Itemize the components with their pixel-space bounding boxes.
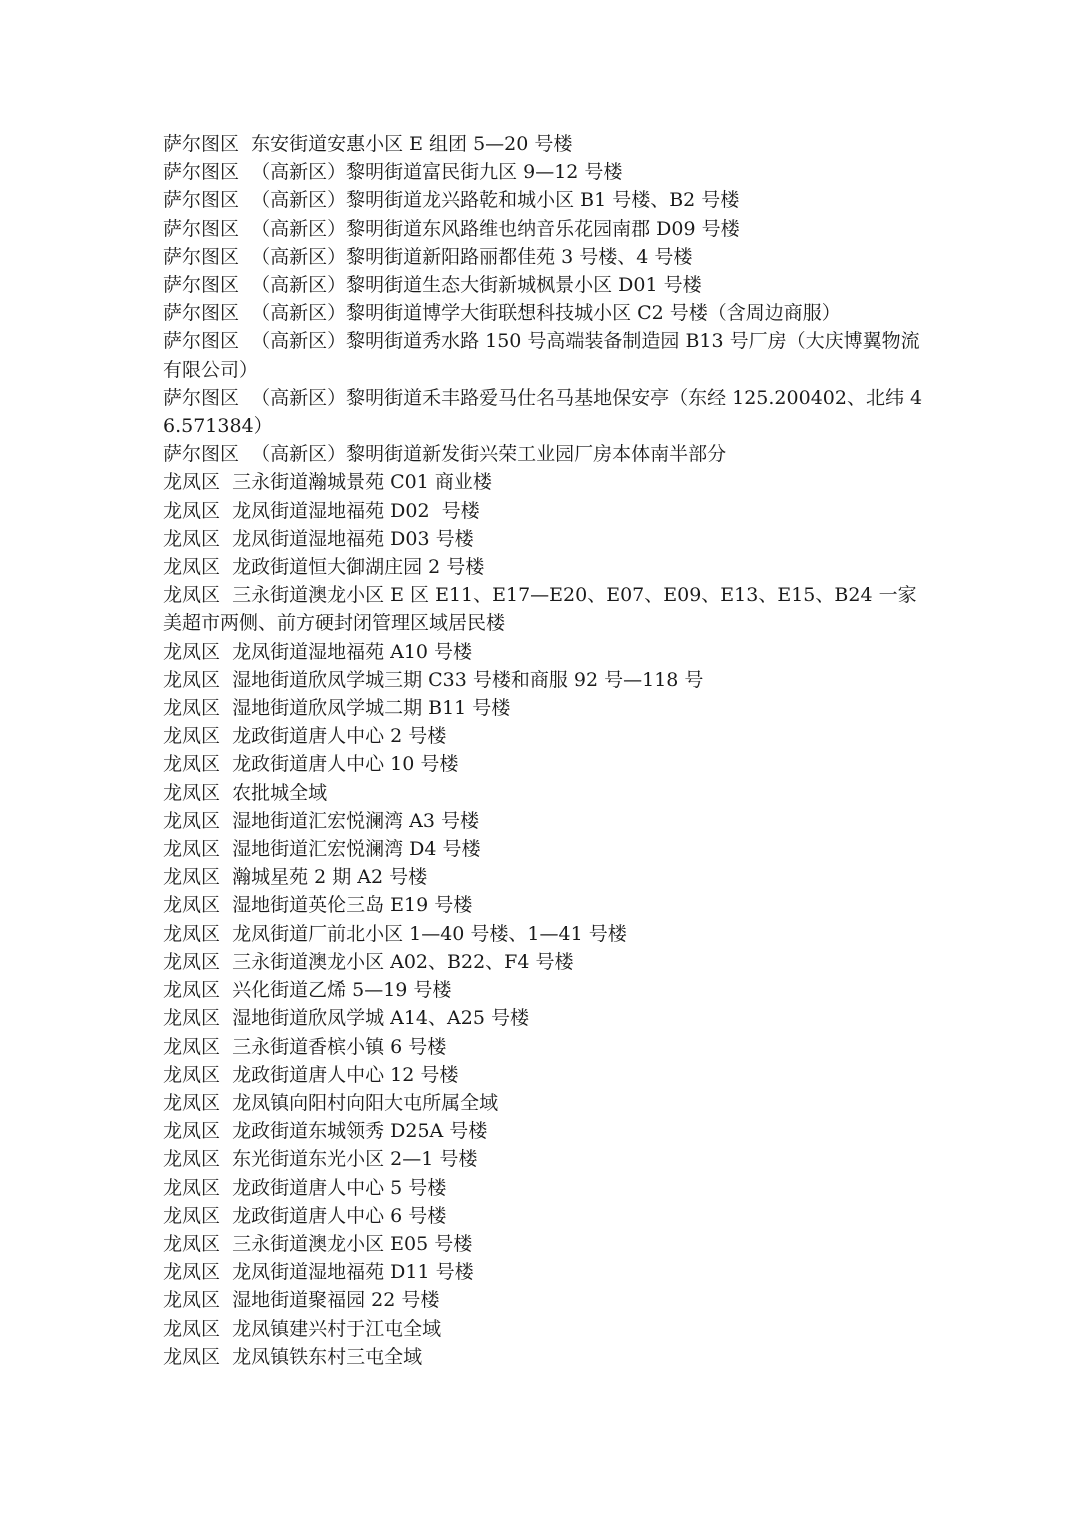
list-item: 萨尔图区 （高新区）黎明街道新阳路丽都佳苑 3 号楼、4 号楼 xyxy=(163,245,693,268)
list-item: 龙凤区 东光街道东光小区 2—1 号楼 xyxy=(163,1148,478,1171)
list-item: 龙凤区 湿地街道聚福园 22 号楼 xyxy=(163,1289,440,1312)
list-item: 萨尔图区 （高新区）黎明街道博学大街联想科技城小区 C2 号楼（含周边商服） xyxy=(163,302,841,325)
document-page xyxy=(163,130,923,1371)
list-item: 萨尔图区 （高新区）黎明街道新发街兴荣工业园厂房本体南半部分 xyxy=(163,443,727,466)
list-item: 龙凤区 湿地街道汇宏悦澜湾 D4 号楼 xyxy=(163,838,481,861)
list-item: 萨尔图区 东安街道安惠小区 E 组团 5—20 号楼 xyxy=(163,133,573,155)
list-item: 龙凤区 湿地街道欣凤学城二期 B11 号楼 xyxy=(163,697,511,720)
list-item: 龙凤区 龙凤街道湿地福苑 D02 号楼 xyxy=(163,499,480,522)
list-item: 龙凤区 农批城全域 xyxy=(163,781,328,804)
list-item: 萨尔图区 （高新区）黎明街道秀水路 150 号高端装备制造园 B13 号厂房（大庆博翼物流有限公司） xyxy=(163,330,920,381)
list-item: 龙凤区 龙政街道东城领秀 D25A 号楼 xyxy=(163,1120,488,1143)
list-item: 龙凤区 三永街道瀚城景苑 C01 商业楼 xyxy=(163,471,492,494)
list-item: 龙凤区 兴化街道乙烯 5—19 号楼 xyxy=(163,979,452,1002)
list-item: 龙凤区 龙凤街道湿地福苑 D03 号楼 xyxy=(163,527,474,550)
list-item: 龙凤区 三永街道澳龙小区 A02、B22、F4 号楼 xyxy=(163,950,574,973)
list-item: 龙凤区 龙凤镇建兴村于江屯全域 xyxy=(163,1317,442,1340)
list-item: 龙凤区 龙凤街道厂前北小区 1—40 号楼、1—41 号楼 xyxy=(163,922,627,945)
list-item: 龙凤区 湿地街道汇宏悦澜湾 A3 号楼 xyxy=(163,809,479,832)
list-item: 龙凤区 湿地街道欣凤学城 A14、A25 号楼 xyxy=(163,1007,529,1030)
list-item: 龙凤区 龙政街道恒大御湖庄园 2 号楼 xyxy=(163,556,485,579)
list-item: 萨尔图区 （高新区）黎明街道富民街九区 9—12 号楼 xyxy=(163,161,623,184)
list-item: 萨尔图区 （高新区）黎明街道东风路维也纳音乐花园南郡 D09 号楼 xyxy=(163,217,740,240)
list-item: 龙凤区 三永街道香槟小镇 6 号楼 xyxy=(163,1035,447,1058)
list-item: 龙凤区 龙凤镇向阳村向阳大屯所属全域 xyxy=(163,1091,499,1114)
list-item: 龙凤区 龙政街道唐人中心 10 号楼 xyxy=(163,753,459,776)
list-item: 龙凤区 龙凤街道湿地福苑 D11 号楼 xyxy=(163,1261,474,1284)
list-item: 萨尔图区 （高新区）黎明街道禾丰路爱马仕名马基地保安亭（东经 125.200402、北纬 46.571384） xyxy=(163,386,923,438)
list-item: 龙凤区 龙政街道唐人中心 2 号楼 xyxy=(163,725,447,748)
list-item: 龙凤区 三永街道澳龙小区 E 区 E11、E17—E20、E07、E09、E13、E15、B24 一家美超市两侧、前方硬封闭管理区域居民楼 xyxy=(163,584,917,635)
list-item: 龙凤区 龙政街道唐人中心 5 号楼 xyxy=(163,1176,447,1199)
list-item: 龙凤区 湿地街道英伦三岛 E19 号楼 xyxy=(163,894,473,917)
list-item: 萨尔图区 （高新区）黎明街道龙兴路乾和城小区 B1 号楼、B2 号楼 xyxy=(163,189,740,212)
list-item: 龙凤区 湿地街道欣凤学城三期 C33 号楼和商服 92 号—118 号 xyxy=(163,668,704,691)
list-item: 龙凤区 瀚城星苑 2 期 A2 号楼 xyxy=(163,866,428,889)
list-item: 龙凤区 龙政街道唐人中心 6 号楼 xyxy=(163,1204,447,1227)
list-item: 龙凤区 龙凤街道湿地福苑 A10 号楼 xyxy=(163,640,473,663)
list-item: 龙凤区 三永街道澳龙小区 E05 号楼 xyxy=(163,1232,473,1255)
list-item: 龙凤区 龙政街道唐人中心 12 号楼 xyxy=(163,1063,459,1086)
list-item: 萨尔图区 （高新区）黎明街道生态大街新城枫景小区 D01 号楼 xyxy=(163,274,702,297)
list-item: 龙凤区 龙凤镇铁东村三屯全域 xyxy=(163,1345,423,1368)
